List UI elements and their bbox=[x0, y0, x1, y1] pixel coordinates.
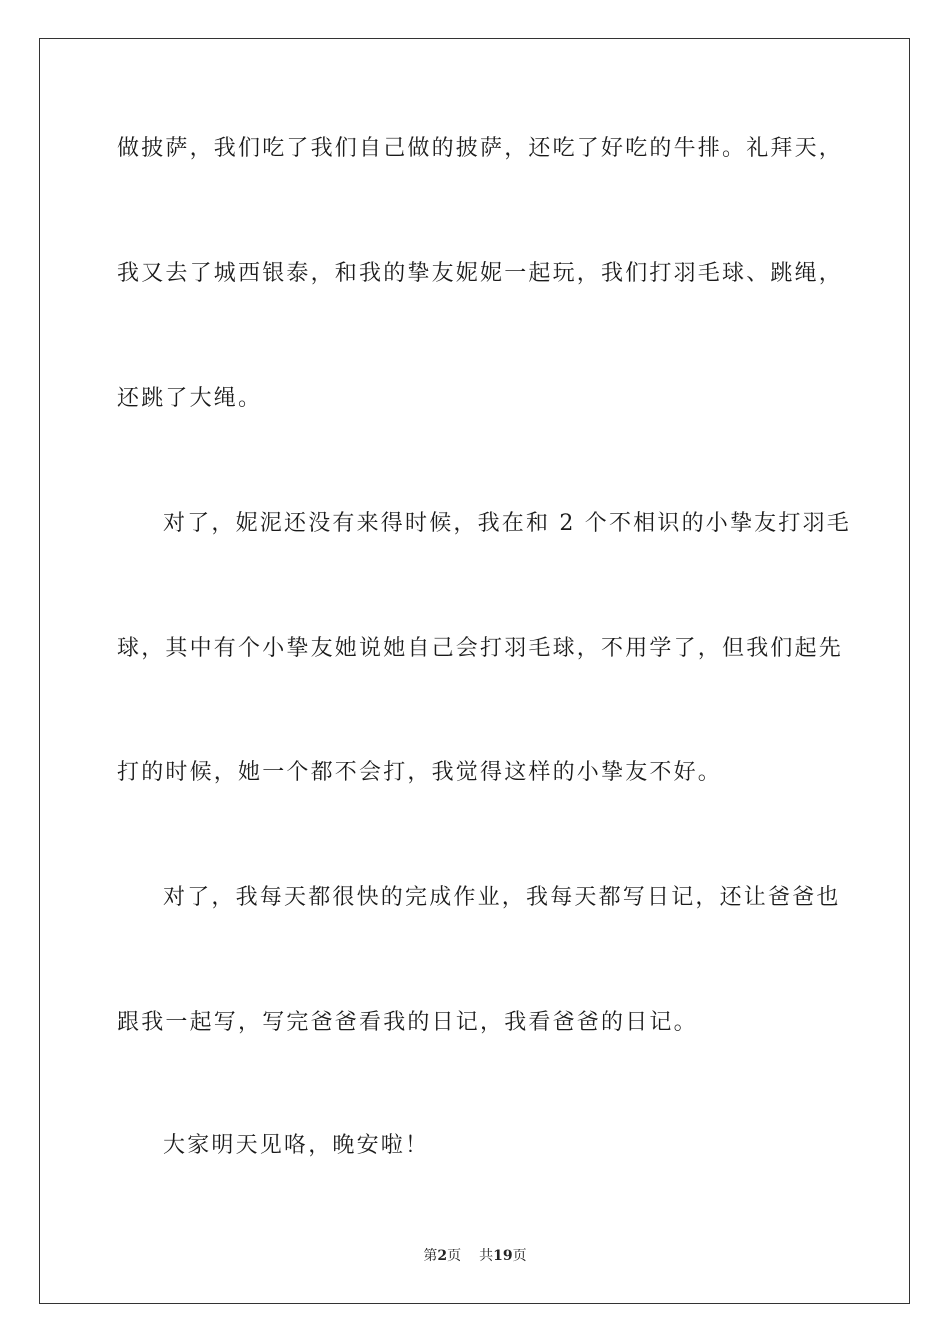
text-line-9: 大家明天见咯，晚安啦！ bbox=[163, 1133, 430, 1158]
page-suffix: 页 bbox=[447, 1248, 462, 1264]
text-line-6: 打的时候，她一个都不会打，我觉得这样的小挚友不好。 bbox=[117, 760, 723, 785]
page-border bbox=[39, 38, 910, 1304]
text-line-2: 我又去了城西银泰，和我的挚友妮妮一起玩，我们打羽毛球、跳绳， bbox=[117, 261, 844, 286]
current-page-number: 2 bbox=[437, 1248, 448, 1264]
page-prefix: 第 bbox=[423, 1248, 438, 1264]
total-pages-number: 19 bbox=[493, 1248, 513, 1264]
text-line-3: 还跳了大绳。 bbox=[117, 386, 263, 411]
page-footer bbox=[0, 1246, 950, 1266]
text-line-5: 球，其中有个小挚友她说她自己会打羽毛球，不用学了，但我们起先 bbox=[117, 636, 844, 661]
text-line-8: 跟我一起写，写完爸爸看我的日记，我看爸爸的日记。 bbox=[117, 1010, 698, 1035]
total-suffix: 页 bbox=[512, 1248, 527, 1264]
text-line-1: 做披萨，我们吃了我们自己做的披萨，还吃了好吃的牛排。礼拜天， bbox=[117, 136, 844, 161]
text-line-7: 对了，我每天都很快的完成作业，我每天都写日记，还让爸爸也 bbox=[163, 885, 841, 910]
text-line-4: 对了，妮泥还没有来得时候，我在和 2 个不相识的小挚友打羽毛 bbox=[163, 511, 851, 536]
total-prefix: 共 bbox=[479, 1248, 494, 1264]
